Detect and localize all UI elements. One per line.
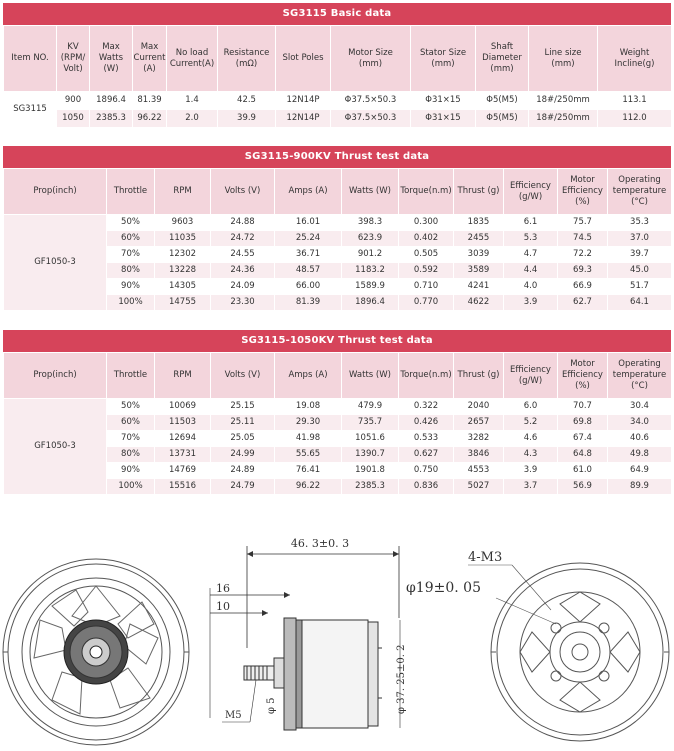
table-cell: 30.4 xyxy=(608,399,672,415)
table-cell: 14769 xyxy=(155,463,211,479)
table-cell: 25.24 xyxy=(275,231,342,247)
thrust-header-row xyxy=(4,353,672,399)
table-cell: 3589 xyxy=(454,263,504,279)
table-cell: 5.3 xyxy=(504,231,558,247)
table-cell: 1183.2 xyxy=(342,263,399,279)
table-cell: 80% xyxy=(107,263,155,279)
drawing-canvas xyxy=(0,528,674,747)
column-header: Volts (V) xyxy=(211,353,275,399)
dim-16: 16 xyxy=(216,582,230,595)
table-cell: 70.7 xyxy=(558,399,608,415)
table-cell: 64.9 xyxy=(608,463,672,479)
table-cell: 3039 xyxy=(454,247,504,263)
table-cell: 14755 xyxy=(155,295,211,311)
table-cell: 60% xyxy=(107,231,155,247)
table-cell: 3.9 xyxy=(504,463,558,479)
table-cell: 1896.4 xyxy=(342,295,399,311)
table-cell: 24.99 xyxy=(211,447,275,463)
table-cell: 41.98 xyxy=(275,431,342,447)
bolt-circle-label: φ19±0. 05 xyxy=(406,580,481,596)
table-cell: 2455 xyxy=(454,231,504,247)
column-header: Volts (V) xyxy=(211,169,275,215)
motor-side-view xyxy=(210,537,407,730)
column-header: Amps (A) xyxy=(275,353,342,399)
table-row xyxy=(4,92,672,110)
column-header: Amps (A) xyxy=(275,169,342,215)
table-cell: 37.0 xyxy=(608,231,672,247)
thrust-header-row xyxy=(4,169,672,215)
table-cell: 901.2 xyxy=(342,247,399,263)
table-cell: 81.39 xyxy=(133,92,167,110)
table-cell: 69.3 xyxy=(558,263,608,279)
column-header: Efficiency (g/W) xyxy=(504,169,558,215)
table-cell: 76.41 xyxy=(275,463,342,479)
table-cell: 64.8 xyxy=(558,447,608,463)
table-cell: 24.09 xyxy=(211,279,275,295)
table-cell: 12694 xyxy=(155,431,211,447)
table-cell: 4.6 xyxy=(504,431,558,447)
table-cell: 18#/250mm xyxy=(529,110,598,128)
table-cell: 39.7 xyxy=(608,247,672,263)
table-cell: 10069 xyxy=(155,399,211,415)
table-cell: 50% xyxy=(107,215,155,231)
column-header: Watts (W) xyxy=(342,353,399,399)
table-cell: 56.9 xyxy=(558,479,608,495)
table-cell: 1835 xyxy=(454,215,504,231)
table-cell: 9603 xyxy=(155,215,211,231)
prop-label: GF1050-3 xyxy=(4,215,107,311)
table-cell: 14305 xyxy=(155,279,211,295)
table-cell: 398.3 xyxy=(342,215,399,231)
table-cell: 96.22 xyxy=(133,110,167,128)
column-header: Throttle xyxy=(107,169,155,215)
table-cell: 1390.7 xyxy=(342,447,399,463)
table-cell: 0.426 xyxy=(399,415,454,431)
column-header: Resistance (mΩ) xyxy=(218,26,276,92)
table-cell: 13228 xyxy=(155,263,211,279)
table-cell: 48.57 xyxy=(275,263,342,279)
item-number: SG3115 xyxy=(4,92,57,128)
basic-data-section xyxy=(3,3,671,128)
table-cell: 75.7 xyxy=(558,215,608,231)
test-1050kv-section xyxy=(3,330,671,495)
column-header: Weight Incline(g) xyxy=(598,26,672,92)
column-header: Prop(inch) xyxy=(4,169,107,215)
table-cell: 12302 xyxy=(155,247,211,263)
column-header: Max Current (A) xyxy=(133,26,167,92)
table-cell: 735.7 xyxy=(342,415,399,431)
table-cell: 0.770 xyxy=(399,295,454,311)
thread-label: M5 xyxy=(225,710,242,721)
table-cell: 11035 xyxy=(155,231,211,247)
table-cell: 0.710 xyxy=(399,279,454,295)
table-cell: 55.65 xyxy=(275,447,342,463)
table-cell: 1901.8 xyxy=(342,463,399,479)
table-cell: 39.9 xyxy=(218,110,276,128)
table-cell: 2040 xyxy=(454,399,504,415)
basic-header-row xyxy=(4,26,672,92)
table-cell: 0.300 xyxy=(399,215,454,231)
table-cell: 6.0 xyxy=(504,399,558,415)
table-cell: 900 xyxy=(57,92,90,110)
table-cell: 80% xyxy=(107,447,155,463)
table-cell: 2385.3 xyxy=(90,110,133,128)
table-cell: 66.9 xyxy=(558,279,608,295)
table-cell: 12N14P xyxy=(276,110,331,128)
table-cell: 51.7 xyxy=(608,279,672,295)
column-header: Thrust (g) xyxy=(454,353,504,399)
table-cell: 23.30 xyxy=(211,295,275,311)
column-header: Efficiency (g/W) xyxy=(504,353,558,399)
column-header: Operating temperature (°C) xyxy=(608,169,672,215)
table-cell: 40.6 xyxy=(608,431,672,447)
table-cell: 90% xyxy=(107,463,155,479)
table-cell: 18#/250mm xyxy=(529,92,598,110)
holes-label: 4-M3 xyxy=(468,550,503,565)
column-header: Throttle xyxy=(107,353,155,399)
motor-back-view xyxy=(406,550,669,741)
table-cell: 112.0 xyxy=(598,110,672,128)
column-header: Motor Efficiency (%) xyxy=(558,169,608,215)
table-cell: 19.08 xyxy=(275,399,342,415)
table-cell: 113.1 xyxy=(598,92,672,110)
table-cell: 3846 xyxy=(454,447,504,463)
column-header: Stator Size (mm) xyxy=(411,26,476,92)
column-header: Shaft Diameter (mm) xyxy=(476,26,529,92)
table-cell: 0.505 xyxy=(399,247,454,263)
column-header: Thrust (g) xyxy=(454,169,504,215)
table-cell: 1051.6 xyxy=(342,431,399,447)
table-cell: 2657 xyxy=(454,415,504,431)
table-cell: 24.79 xyxy=(211,479,275,495)
table-cell: 13731 xyxy=(155,447,211,463)
table-cell: 61.0 xyxy=(558,463,608,479)
table-cell: 12N14P xyxy=(276,92,331,110)
table-cell: 60% xyxy=(107,415,155,431)
table-cell: 0.627 xyxy=(399,447,454,463)
table-cell: 6.1 xyxy=(504,215,558,231)
table-cell: 36.71 xyxy=(275,247,342,263)
column-header: Slot Poles xyxy=(276,26,331,92)
table-cell: 74.5 xyxy=(558,231,608,247)
table-cell: 24.89 xyxy=(211,463,275,479)
table-cell: 25.15 xyxy=(211,399,275,415)
table-row xyxy=(4,399,672,415)
test-1050kv-table xyxy=(3,352,672,495)
table-cell: 42.5 xyxy=(218,92,276,110)
column-header: KV (RPM/ Volt) xyxy=(57,26,90,92)
table-cell: 3.7 xyxy=(504,479,558,495)
table-cell: 1896.4 xyxy=(90,92,133,110)
column-header: RPM xyxy=(155,169,211,215)
basic-data-title: SG3115 Basic data xyxy=(3,3,671,25)
table-cell: 2385.3 xyxy=(342,479,399,495)
table-cell: 35.3 xyxy=(608,215,672,231)
table-cell: 67.4 xyxy=(558,431,608,447)
table-cell: 1.4 xyxy=(167,92,218,110)
table-row xyxy=(4,215,672,231)
column-header: Item NO. xyxy=(4,26,57,92)
table-cell: 3.9 xyxy=(504,295,558,311)
table-cell: 1050 xyxy=(57,110,90,128)
table-cell: 4.4 xyxy=(504,263,558,279)
table-cell: 70% xyxy=(107,247,155,263)
column-header: Watts (W) xyxy=(342,169,399,215)
table-cell: 70% xyxy=(107,431,155,447)
table-cell: 4.7 xyxy=(504,247,558,263)
motor-front-view xyxy=(3,559,189,745)
table-cell: Φ5(M5) xyxy=(476,110,529,128)
prop-label: GF1050-3 xyxy=(4,399,107,495)
table-cell: 24.72 xyxy=(211,231,275,247)
table-cell: 4622 xyxy=(454,295,504,311)
table-cell: 90% xyxy=(107,279,155,295)
column-header: Max Watts (W) xyxy=(90,26,133,92)
table-cell: 29.30 xyxy=(275,415,342,431)
table-cell: 100% xyxy=(107,295,155,311)
body-diameter-label: φ 37. 25±0. 2 xyxy=(396,644,407,714)
column-header: Motor Efficiency (%) xyxy=(558,353,608,399)
table-cell: Φ31×15 xyxy=(411,92,476,110)
test-900kv-table xyxy=(3,168,672,311)
table-cell: 2.0 xyxy=(167,110,218,128)
table-cell: 16.01 xyxy=(275,215,342,231)
table-cell: 0.592 xyxy=(399,263,454,279)
table-cell: 5.2 xyxy=(504,415,558,431)
table-cell: 69.8 xyxy=(558,415,608,431)
column-header: No load Current(A) xyxy=(167,26,218,92)
table-cell: 96.22 xyxy=(275,479,342,495)
table-cell: 4241 xyxy=(454,279,504,295)
table-cell: 479.9 xyxy=(342,399,399,415)
table-cell: 5027 xyxy=(454,479,504,495)
table-cell: 0.750 xyxy=(399,463,454,479)
table-cell: 24.55 xyxy=(211,247,275,263)
technical-drawings xyxy=(0,528,674,747)
table-cell: 45.0 xyxy=(608,263,672,279)
table-cell: 0.402 xyxy=(399,231,454,247)
table-cell: 4553 xyxy=(454,463,504,479)
table-cell: 623.9 xyxy=(342,231,399,247)
table-cell: 0.322 xyxy=(399,399,454,415)
table-cell: 1589.9 xyxy=(342,279,399,295)
table-cell: 66.00 xyxy=(275,279,342,295)
table-row xyxy=(4,110,672,128)
table-cell: 62.7 xyxy=(558,295,608,311)
table-cell: 24.88 xyxy=(211,215,275,231)
table-cell: 49.8 xyxy=(608,447,672,463)
column-header: Operating temperature (°C) xyxy=(608,353,672,399)
table-cell: 4.0 xyxy=(504,279,558,295)
table-cell: Φ5(M5) xyxy=(476,92,529,110)
table-cell: 0.836 xyxy=(399,479,454,495)
column-header: Prop(inch) xyxy=(4,353,107,399)
table-cell: 100% xyxy=(107,479,155,495)
shaft-diameter-label: φ 5 xyxy=(266,697,277,714)
table-cell: Φ37.5×50.3 xyxy=(331,110,411,128)
test-1050kv-title: SG3115-1050KV Thrust test data xyxy=(3,330,671,352)
table-cell: 89.9 xyxy=(608,479,672,495)
table-cell: 34.0 xyxy=(608,415,672,431)
dim-10: 10 xyxy=(216,600,230,613)
table-cell: 24.36 xyxy=(211,263,275,279)
column-header: Motor Size (mm) xyxy=(331,26,411,92)
table-cell: 0.533 xyxy=(399,431,454,447)
column-header: RPM xyxy=(155,353,211,399)
table-cell: 81.39 xyxy=(275,295,342,311)
basic-data-table xyxy=(3,25,672,128)
table-cell: 50% xyxy=(107,399,155,415)
test-900kv-title: SG3115-900KV Thrust test data xyxy=(3,146,671,168)
column-header: Line size (mm) xyxy=(529,26,598,92)
column-header: Torque(n.m) xyxy=(399,169,454,215)
column-header: Torque(n.m) xyxy=(399,353,454,399)
table-cell: Φ37.5×50.3 xyxy=(331,92,411,110)
table-cell: 64.1 xyxy=(608,295,672,311)
table-cell: 3282 xyxy=(454,431,504,447)
table-cell: Φ31×15 xyxy=(411,110,476,128)
table-cell: 25.11 xyxy=(211,415,275,431)
table-cell: 25.05 xyxy=(211,431,275,447)
test-900kv-section xyxy=(3,146,671,311)
table-cell: 15516 xyxy=(155,479,211,495)
length-dimension: 46. 3±0. 3 xyxy=(290,537,350,550)
table-cell: 72.2 xyxy=(558,247,608,263)
table-cell: 4.3 xyxy=(504,447,558,463)
table-cell: 11503 xyxy=(155,415,211,431)
